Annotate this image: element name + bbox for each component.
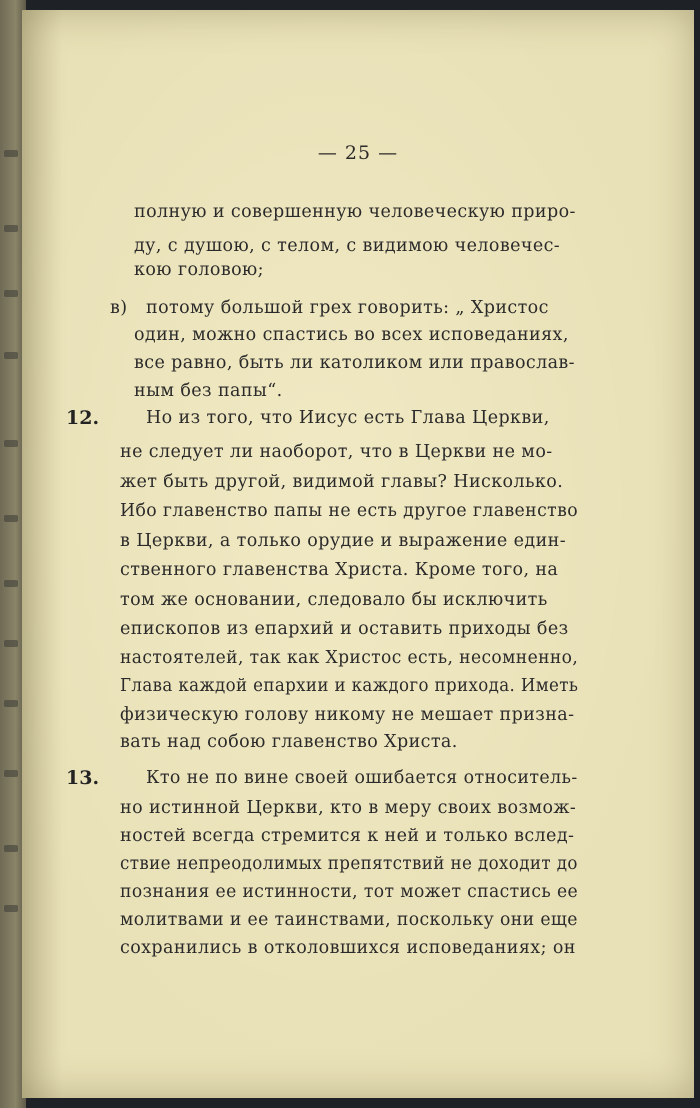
text-line: ду, с душою, с телом, с видимою человечес- xyxy=(134,236,561,256)
paragraph-number: 13. xyxy=(66,767,100,789)
previous-page-text-fragment xyxy=(4,640,18,647)
book-page xyxy=(22,10,694,1098)
text-line: в Церкви, а только орудие и выражение един- xyxy=(120,531,567,551)
previous-page-text-fragment xyxy=(4,290,18,297)
previous-page-text-fragment xyxy=(4,352,18,359)
text-line: Ибо главенство папы не есть другое главенство xyxy=(120,501,579,521)
text-line: все равно, быть ли католиком или православ- xyxy=(134,353,575,373)
previous-page-text-fragment xyxy=(4,580,18,587)
text-line: ностей всегда стремится к ней и только вслед- xyxy=(120,826,575,846)
text-line: полную и совершенную человеческую приро- xyxy=(134,202,576,222)
text-line: Но из того, что Иисус есть Глава Церкви, xyxy=(146,408,550,428)
text-line: Кто не по вине своей ошибается относитель- xyxy=(146,768,578,788)
text-line: епископов из епархий и оставить приходы без xyxy=(120,619,569,639)
previous-page-text-fragment xyxy=(4,905,18,912)
text-line: ствие непреодолимых препятствий не доходит до xyxy=(120,854,578,874)
text-line: молитвами и ее таинствами, поскольку они еще xyxy=(120,910,578,930)
previous-page-text-fragment xyxy=(4,845,18,852)
previous-page-text-fragment xyxy=(4,700,18,707)
text-line: но истинной Церкви, кто в меру своих возмож- xyxy=(120,798,577,818)
previous-page-text-fragment xyxy=(4,440,18,447)
previous-page-text-fragment xyxy=(4,150,18,157)
text-line: ным без папы“. xyxy=(134,381,283,401)
text-line: вать над собою главенство Христа. xyxy=(120,732,458,752)
text-line: не следует ли наоборот, что в Церкви не мо- xyxy=(120,442,553,462)
text-line: один, можно спастись во всех исповеданиях, xyxy=(134,325,569,345)
paragraph-number: 12. xyxy=(66,407,100,429)
text-line: настоятелей, так как Христос есть, несомненно, xyxy=(120,648,579,668)
previous-page-text-fragment xyxy=(4,770,18,777)
text-line: Глава каждой епархии и каждого прихода. Иметь xyxy=(120,676,579,696)
text-line: ственного главенства Христа. Кроме того, на xyxy=(120,560,559,580)
page-number: — 25 — xyxy=(317,142,399,164)
text-line: сохранились в отколовшихся исповеданиях; он xyxy=(120,938,576,958)
text-line: потому большой грех говорить: „ Христос xyxy=(146,298,549,318)
text-line: кою головою; xyxy=(134,260,264,280)
text-line: физическую голову никому не мешает призна- xyxy=(120,705,575,725)
text-line: жет быть другой, видимой главы? Нисколько. xyxy=(120,472,564,492)
text-line: том же основании, следовало бы исключить xyxy=(120,590,548,610)
previous-page-text-fragment xyxy=(4,515,18,522)
previous-page-text-fragment xyxy=(4,225,18,232)
text-line: познания ее истинности, тот может спастись ее xyxy=(120,882,579,902)
list-marker: в) xyxy=(110,298,128,318)
